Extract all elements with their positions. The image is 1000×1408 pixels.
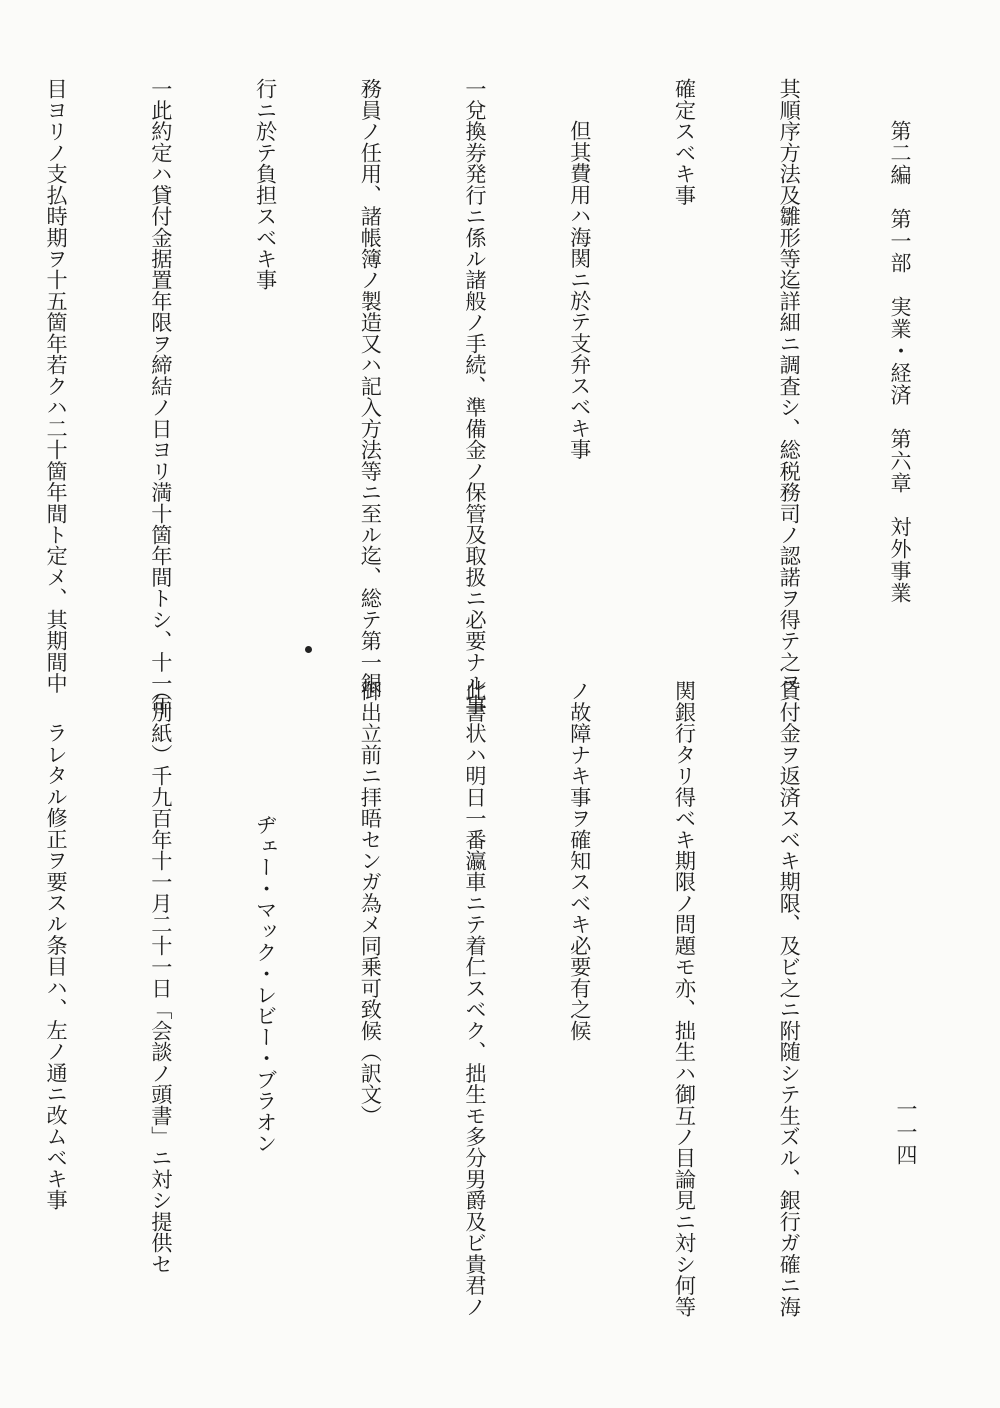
text-line: 但其費用ハ海関ニ於テ支弁スベキ事 <box>567 120 593 461</box>
page-number: 一一四 <box>894 1098 918 1167</box>
lower-text-block <box>44 680 876 1330</box>
text-line: 其順序方法及雛形等迄詳細ニ調査シ、総税務司ノ認諾ヲ得テ之ヲ <box>777 78 803 694</box>
text-line: 確定スベキ事 <box>672 78 698 206</box>
signature: ヂェー・マック・レビー・ブラオン <box>253 813 279 1154</box>
text-line: ラレタル修正ヲ要スル条目ハ、左ノ通ニ改ムベキ事 <box>44 722 70 1211</box>
text-line: 一兌換券発行ニ係ル諸般ノ手続、準備金ノ保管及取扱ニ必要ナル事 <box>463 78 489 715</box>
text-line: 行ニ於テ負担スベキ事 <box>253 78 279 291</box>
text-line: 貸付金ヲ返済スベキ期限、及ビ之ニ附随シテ生ズル、銀行ガ確ニ海 <box>777 680 803 1317</box>
text-line: （別紙）千九百年十一月二十一日「会談ノ頭書」ニ対シ提供セ <box>148 680 174 1275</box>
text-line: 御出立前ニ拝晤センガ為メ同乗可致候（訳文） <box>358 680 384 1126</box>
text-line: 関銀行タリ得ベキ期限ノ問題モ亦、拙生ハ御互ノ目論見ニ対シ何等 <box>672 680 698 1317</box>
text-line: ノ故障ナキ事ヲ確知スベキ必要有之候 <box>567 680 593 1041</box>
text-line: 目ヨリノ支払時期ヲ十五箇年若クハ二十箇年間ト定メ、其期間中 <box>44 78 70 694</box>
text-line: 一此約定ハ貸付金据置年限ヲ締結ノ日ヨリ満十箇年間トシ、十一年 <box>148 78 174 715</box>
upper-text-block <box>44 78 876 715</box>
text-line: 務員ノ任用、諸帳簿ノ製造又ハ記入方法等ニ至ル迄、総テ第一銀 <box>358 78 384 694</box>
running-header: 第二編 第一部 実業・経済 第六章 対外事業 <box>888 120 912 604</box>
text-line: 此書状ハ明日一番瀛車ニテ着仁スベク、拙生モ多分男爵及ビ貴君ノ <box>463 680 489 1317</box>
ink-dot <box>305 646 312 653</box>
